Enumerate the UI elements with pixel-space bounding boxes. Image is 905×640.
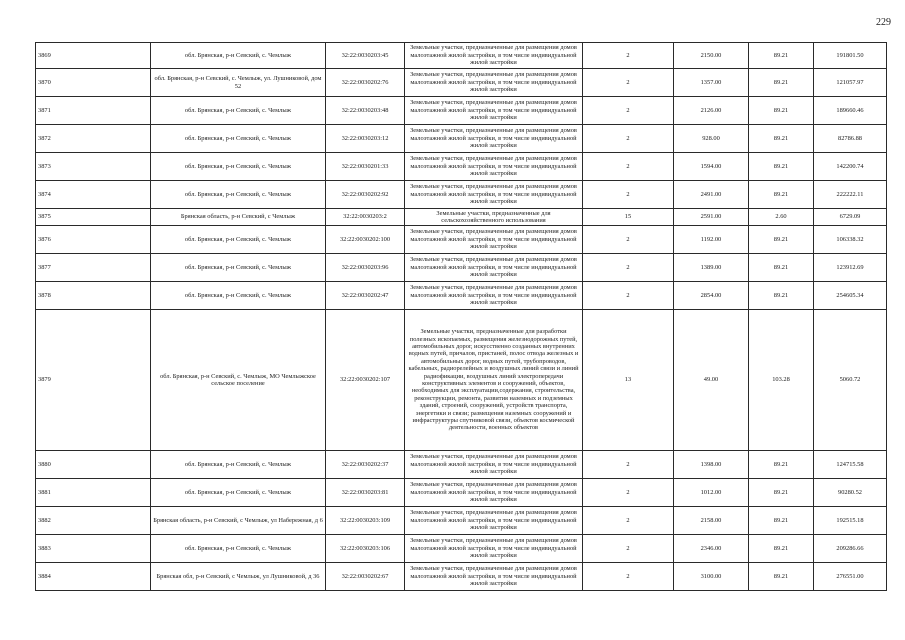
specific-value-cell: 89.21 [749, 97, 814, 125]
land-use-cell: Земельные участки, предназначенные для размещения домов малоэтажной жилой застройки, в том числе индивидуальной жилой застройки [405, 479, 583, 507]
group-code-cell: 13 [583, 310, 674, 451]
address-cell: обл. Брянская, р-н Севский, с. Чемлыж [151, 451, 326, 479]
group-code-cell: 2 [583, 125, 674, 153]
cadastral-value-cell: 189660.46 [814, 97, 887, 125]
area-cell: 2591.00 [674, 209, 749, 226]
row-number: 3883 [36, 535, 151, 563]
area-cell: 1357.00 [674, 69, 749, 97]
address-cell: обл. Брянская, р-н Севский, с. Чемлыж [151, 535, 326, 563]
cadastral-value-cell: 142200.74 [814, 153, 887, 181]
area-cell: 1012.00 [674, 479, 749, 507]
land-use-cell: Земельные участки, предназначенные для размещения домов малоэтажной жилой застройки, в том числе индивидуальной жилой застройки [405, 254, 583, 282]
cadastral-number-cell: 32:22:0030202:76 [326, 69, 405, 97]
group-code-cell: 2 [583, 43, 674, 69]
row-number: 3879 [36, 310, 151, 451]
specific-value-cell: 89.21 [749, 451, 814, 479]
specific-value-cell: 89.21 [749, 282, 814, 310]
cadastral-value-cell: 222222.11 [814, 181, 887, 209]
table-row [36, 226, 887, 254]
cadastral-value-cell: 5060.72 [814, 310, 887, 451]
cadastral-number-cell: 32:22:0030203:48 [326, 97, 405, 125]
address-cell: обл. Брянская, р-н Севский, с. Чемлыж [151, 125, 326, 153]
row-number: 3871 [36, 97, 151, 125]
row-number: 3884 [36, 563, 151, 591]
specific-value-cell: 89.21 [749, 479, 814, 507]
cadastral-number-cell: 32:22:0030202:107 [326, 310, 405, 451]
row-number: 3877 [36, 254, 151, 282]
cadastral-value-cell: 276551.00 [814, 563, 887, 591]
area-cell: 928.00 [674, 125, 749, 153]
table-row [36, 69, 887, 97]
cadastral-number-cell: 32:22:0030203:45 [326, 43, 405, 69]
area-cell: 2854.00 [674, 282, 749, 310]
address-cell: обл. Брянская, р-н Севский, с. Чемлыж [151, 43, 326, 69]
cadastral-number-cell: 32:22:0030202:92 [326, 181, 405, 209]
table-row [36, 97, 887, 125]
cadastral-value-cell: 191801.50 [814, 43, 887, 69]
specific-value-cell: 89.21 [749, 507, 814, 535]
land-use-cell: Земельные участки, предназначенные для размещения домов малоэтажной жилой застройки, в том числе индивидуальной жилой застройки [405, 507, 583, 535]
cadastral-value-cell: 123912.69 [814, 254, 887, 282]
address-cell: обл. Брянская, р-н Севский, с. Чемлыж [151, 181, 326, 209]
table-row [36, 507, 887, 535]
address-cell: Брянская область, р-н Севский, с Чемлыж [151, 209, 326, 226]
row-number: 3872 [36, 125, 151, 153]
cadastral-number-cell: 32:22:0030202:67 [326, 563, 405, 591]
cadastral-value-cell: 90280.52 [814, 479, 887, 507]
table-row [36, 153, 887, 181]
specific-value-cell: 89.21 [749, 535, 814, 563]
area-cell: 1389.00 [674, 254, 749, 282]
table-row [36, 125, 887, 153]
specific-value-cell: 89.21 [749, 226, 814, 254]
table-row [36, 563, 887, 591]
group-code-cell: 2 [583, 181, 674, 209]
specific-value-cell: 89.21 [749, 43, 814, 69]
group-code-cell: 2 [583, 97, 674, 125]
address-cell: обл. Брянская, р-н Севский, с. Чемлыж [151, 97, 326, 125]
table-row [36, 451, 887, 479]
group-code-cell: 2 [583, 451, 674, 479]
area-cell: 1192.00 [674, 226, 749, 254]
group-code-cell: 15 [583, 209, 674, 226]
table-row [36, 254, 887, 282]
land-use-cell: Земельные участки, предназначенные для размещения домов малоэтажной жилой застройки, в том числе индивидуальной жилой застройки [405, 563, 583, 591]
cadastral-value-table [35, 42, 887, 591]
group-code-cell: 2 [583, 69, 674, 97]
cadastral-value-cell: 6729.09 [814, 209, 887, 226]
address-cell: обл. Брянская, р-н Севский, с. Чемлыж [151, 153, 326, 181]
land-use-cell: Земельные участки, предназначенные для размещения домов малоэтажной жилой застройки, в том числе индивидуальной жилой застройки [405, 282, 583, 310]
cadastral-value-cell: 121057.97 [814, 69, 887, 97]
table-row [36, 310, 887, 451]
cadastral-number-cell: 32:22:0030202:37 [326, 451, 405, 479]
cadastral-value-cell: 82786.88 [814, 125, 887, 153]
area-cell: 2150.00 [674, 43, 749, 69]
address-cell: обл. Брянская, р-н Севский, с. Чемлыж [151, 282, 326, 310]
cadastral-value-cell: 254605.34 [814, 282, 887, 310]
address-cell: обл. Брянская, р-н Севский, с. Чемлыж [151, 479, 326, 507]
land-use-cell: Земельные участки, предназначенные для размещения домов малоэтажной жилой застройки, в том числе индивидуальной жилой застройки [405, 125, 583, 153]
specific-value-cell: 89.21 [749, 563, 814, 591]
row-number: 3881 [36, 479, 151, 507]
specific-value-cell: 89.21 [749, 125, 814, 153]
row-number: 3870 [36, 69, 151, 97]
area-cell: 2158.00 [674, 507, 749, 535]
row-number: 3869 [36, 43, 151, 69]
table-row [36, 43, 887, 69]
land-use-cell: Земельные участки, предназначенные для разработки полезных ископаемых, размещения железнодорожных путей, автомобильных дорог, искусственно созданных внутренних водных путей, причалов, пристаней, полос отвода железных и автомобильных дорог, водных путей, трубопроводов, кабельных, радиорелейных и воздушных линий связи и линий радиофикации, воздушных линий электропередачи конструктивных элементов и сооружений, объектов, необходимых для эксплуатации,содержания, строительства, реконструкции, ремонта, развития наземных и подземных зданий, строений, сооружений, устройств транспорта, энергетики и связи; размещения наземных сооружений и инфраструктуры спутниковой связи, объектов космической деятельности, военных объектов [405, 310, 583, 451]
specific-value-cell: 2.60 [749, 209, 814, 226]
row-number: 3876 [36, 226, 151, 254]
cadastral-value-cell: 124715.58 [814, 451, 887, 479]
cadastral-number-cell: 32:22:0030203:81 [326, 479, 405, 507]
table-row [36, 209, 887, 226]
area-cell: 2491.00 [674, 181, 749, 209]
address-cell: обл. Брянская, р-н Севский, с. Чемлыж, ул. Лушниковой, дом 52 [151, 69, 326, 97]
table-row [36, 282, 887, 310]
table-row [36, 479, 887, 507]
group-code-cell: 2 [583, 479, 674, 507]
land-use-cell: Земельные участки, предназначенные для размещения домов малоэтажной жилой застройки, в том числе индивидуальной жилой застройки [405, 153, 583, 181]
row-number: 3875 [36, 209, 151, 226]
row-number: 3880 [36, 451, 151, 479]
address-cell: обл. Брянская, р-н Севский, с. Чемлыж [151, 226, 326, 254]
group-code-cell: 2 [583, 507, 674, 535]
table-body [36, 43, 887, 591]
land-use-cell: Земельные участки, предназначенные для размещения домов малоэтажной жилой застройки, в том числе индивидуальной жилой застройки [405, 43, 583, 69]
land-use-cell: Земельные участки, предназначенные для размещения домов малоэтажной жилой застройки, в том числе индивидуальной жилой застройки [405, 181, 583, 209]
group-code-cell: 2 [583, 563, 674, 591]
area-cell: 2346.00 [674, 535, 749, 563]
row-number: 3874 [36, 181, 151, 209]
area-cell: 1594.00 [674, 153, 749, 181]
cadastral-number-cell: 32:22:0030203:96 [326, 254, 405, 282]
page-number: 229 [876, 17, 891, 28]
cadastral-number-cell: 32:22:0030203:109 [326, 507, 405, 535]
row-number: 3878 [36, 282, 151, 310]
row-number: 3873 [36, 153, 151, 181]
land-use-cell: Земельные участки, предназначенные для размещения домов малоэтажной жилой застройки, в том числе индивидуальной жилой застройки [405, 451, 583, 479]
address-cell: обл. Брянская, р-н Севский, с. Чемлыж [151, 254, 326, 282]
specific-value-cell: 89.21 [749, 69, 814, 97]
cadastral-number-cell: 32:22:0030201:33 [326, 153, 405, 181]
land-use-cell: Земельные участки, предназначенные для размещения домов малоэтажной жилой застройки, в том числе индивидуальной жилой застройки [405, 97, 583, 125]
group-code-cell: 2 [583, 535, 674, 563]
group-code-cell: 2 [583, 254, 674, 282]
area-cell: 1398.00 [674, 451, 749, 479]
area-cell: 3100.00 [674, 563, 749, 591]
land-use-cell: Земельные участки, предназначенные для размещения домов малоэтажной жилой застройки, в том числе индивидуальной жилой застройки [405, 69, 583, 97]
group-code-cell: 2 [583, 153, 674, 181]
address-cell: Брянская область, р-н Севский, с Чемлыж, ул Набережная, д 6 [151, 507, 326, 535]
area-cell: 49.00 [674, 310, 749, 451]
address-cell: Брянская обл, р-н Севский, с Чемлыж, ул Лушниковой, д 36 [151, 563, 326, 591]
specific-value-cell: 89.21 [749, 181, 814, 209]
land-use-cell: Земельные участки, предназначенные для размещения домов малоэтажной жилой застройки, в том числе индивидуальной жилой застройки [405, 535, 583, 563]
specific-value-cell: 89.21 [749, 254, 814, 282]
address-cell: обл. Брянская, р-н Севский, с. Чемлыж, МО Чемлыжское сельское поселение [151, 310, 326, 451]
area-cell: 2126.00 [674, 97, 749, 125]
table-row [36, 181, 887, 209]
cadastral-value-cell: 106338.32 [814, 226, 887, 254]
cadastral-value-cell: 209286.66 [814, 535, 887, 563]
land-use-cell: Земельные участки, предназначенные для размещения домов малоэтажной жилой застройки, в том числе индивидуальной жилой застройки [405, 226, 583, 254]
group-code-cell: 2 [583, 282, 674, 310]
cadastral-value-cell: 192515.18 [814, 507, 887, 535]
land-use-cell: Земельные участки, предназначенные для сельскохозяйственного использования [405, 209, 583, 226]
cadastral-number-cell: 32:22:0030203:2 [326, 209, 405, 226]
cadastral-number-cell: 32:22:0030203:12 [326, 125, 405, 153]
cadastral-number-cell: 32:22:0030203:106 [326, 535, 405, 563]
row-number: 3882 [36, 507, 151, 535]
table-row [36, 535, 887, 563]
cadastral-number-cell: 32:22:0030202:47 [326, 282, 405, 310]
specific-value-cell: 103.28 [749, 310, 814, 451]
specific-value-cell: 89.21 [749, 153, 814, 181]
cadastral-number-cell: 32:22:0030202:100 [326, 226, 405, 254]
group-code-cell: 2 [583, 226, 674, 254]
